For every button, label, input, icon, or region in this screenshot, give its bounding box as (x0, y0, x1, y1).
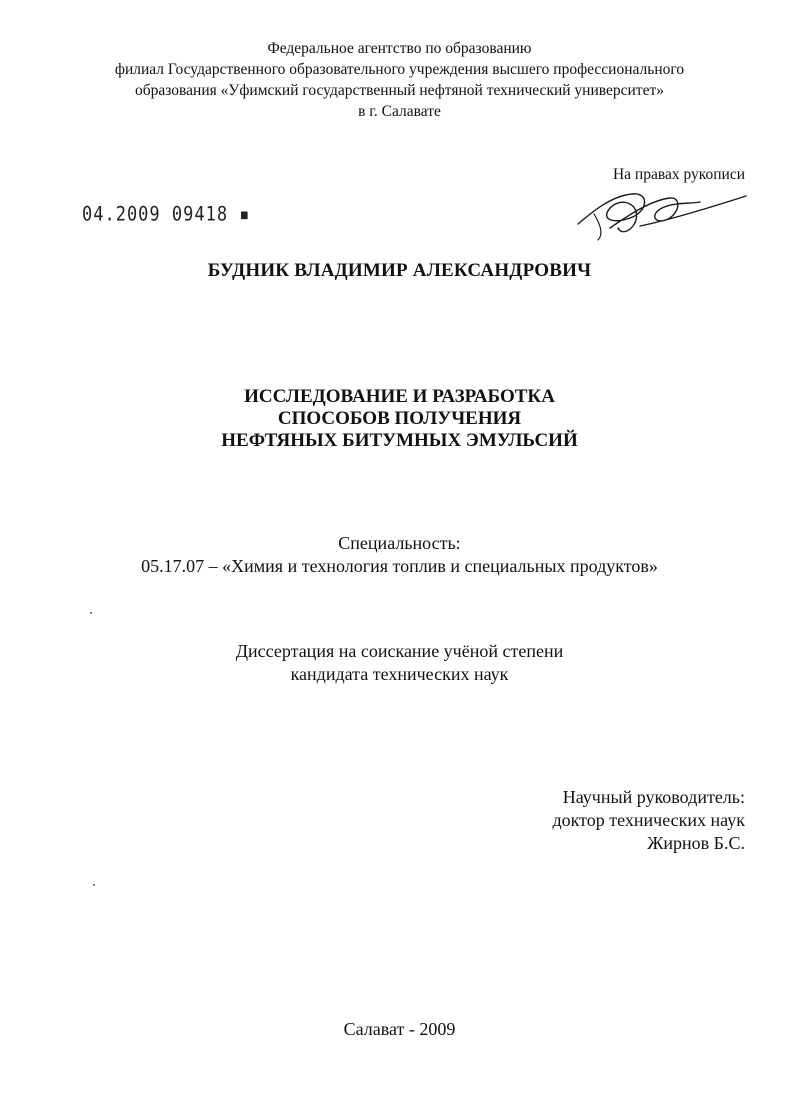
degree-block (0, 640, 799, 686)
scan-speck (93, 884, 95, 886)
stamp-number: 04.2009 09418 (82, 203, 229, 226)
place-and-year: Салават - 2009 (343, 1019, 456, 1039)
manuscript-note: На правах рукописи (612, 166, 745, 183)
thesis-title-line: НЕФТЯНЫХ БИТУМНЫХ ЭМУЛЬСИЙ (221, 430, 578, 451)
registration-stamp (82, 203, 251, 226)
author-name: БУДНИК ВЛАДИМИР АЛЕКСАНДРОВИЧ (207, 260, 592, 281)
signature-image (570, 184, 750, 244)
specialty-label: Специальность: (338, 533, 461, 553)
thesis-title (0, 386, 799, 452)
header-line-branch: филиал Государственного образовательного учреждения высшего профессионального (114, 61, 685, 78)
supervisor-block (553, 786, 746, 855)
institution-header (0, 38, 799, 122)
degree-line: кандидата технических наук (290, 664, 509, 684)
supervisor-degree: доктор технических наук (552, 810, 745, 830)
thesis-title-line: ИССЛЕДОВАНИЕ И РАЗРАБОТКА (244, 386, 555, 407)
header-line-university: образования «Уфимский государственный нефтяной технический университет» (135, 82, 664, 99)
specialty-block (0, 532, 799, 578)
header-line-city: в г. Салавате (358, 103, 441, 120)
scan-speck (90, 612, 92, 614)
stamp-mark-icon: ▪ (228, 203, 251, 226)
specialty-value: 05.17.07 – «Химия и технология топлив и специальных продуктов» (141, 556, 658, 576)
header-line-agency: Федеральное агентство по образованию (267, 40, 532, 57)
supervisor-name: Жирнов Б.С. (647, 833, 745, 853)
supervisor-label: Научный руководитель: (562, 787, 745, 807)
degree-line: Диссертация на соискание учёной степени (235, 641, 564, 661)
thesis-title-line: СПОСОБОВ ПОЛУЧЕНИЯ (277, 408, 522, 429)
